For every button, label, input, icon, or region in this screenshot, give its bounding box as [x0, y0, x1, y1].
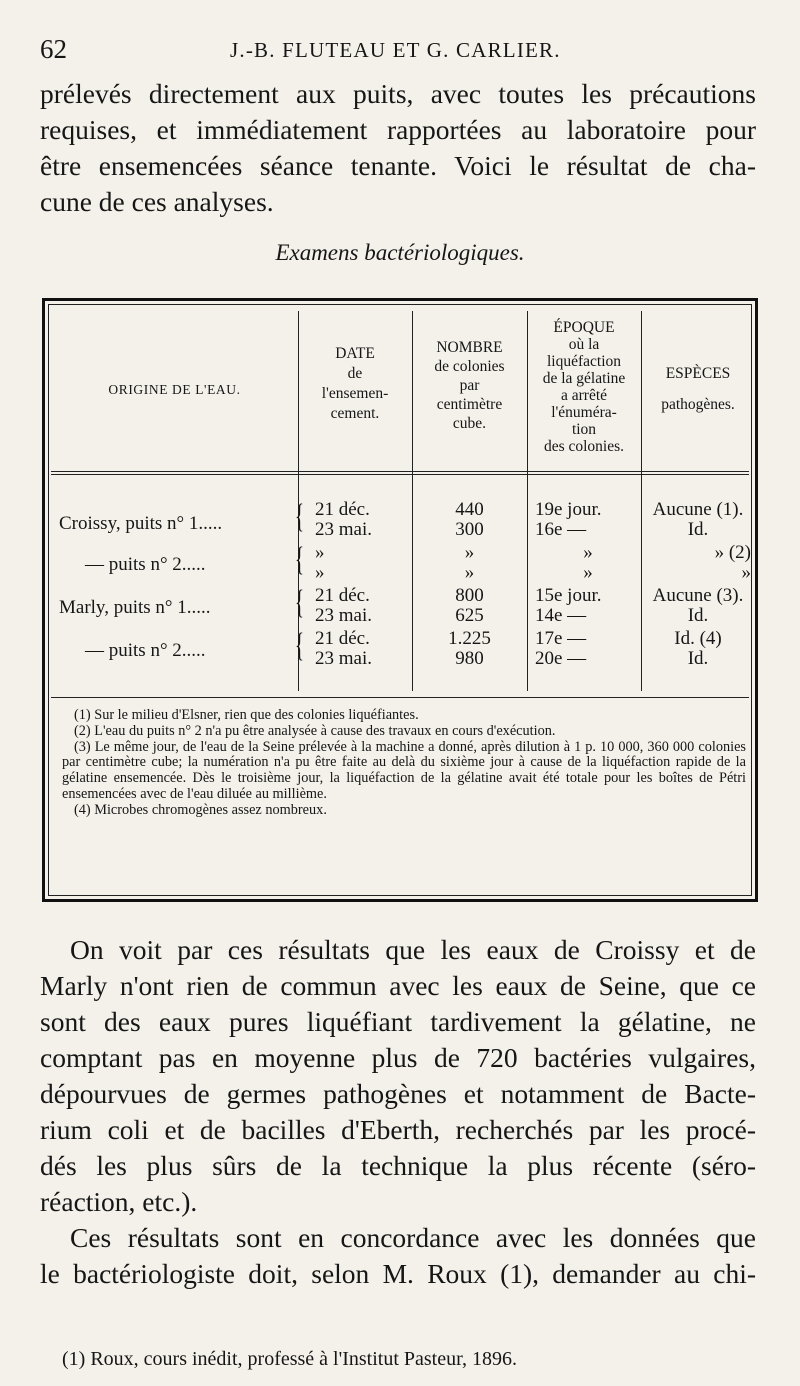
cell-epoque: 15e jour. [535, 585, 602, 606]
table-note: (3) Le même jour, de l'eau de la Seine prélevée à la machine a donné, après dilution à 1 p. 10 000, 360 000 colonies par centimètre cube; la numération n'a pu être faite au delà du sixième jour à cause de la liquéfaction rapide de la gélatine ensemencée. Dès le troisième jour, la liquéfaction de la gélatine avait été totale pour les boîtes de Pétri ensemencées avec de l'eau diluée au millième. [62, 738, 746, 802]
intro-paragraph [40, 76, 756, 220]
text-line: dépourvues de germes pathogènes et notamment de Bacte- [40, 1078, 756, 1109]
header-especes: ESPÈCES pathogènes. [661, 365, 735, 413]
cell-epoque: 17e — [535, 628, 587, 649]
cell-epoque: » [583, 542, 593, 563]
text-line: le bactériologiste doit, selon M. Roux (1), demander au chi- [40, 1258, 756, 1289]
body-paragraph [40, 932, 756, 1220]
text-line: sont des eaux pures liquéfiant tardivement la gélatine, ne [40, 1006, 756, 1037]
text-line: prélevés directement aux puits, avec toutes les précautions [40, 78, 756, 109]
cell-epoque: 19e jour. [535, 499, 602, 520]
table-note: (2) L'eau du puits n° 2 n'a pu être analysée à cause des travaux en cours d'exécution. [74, 722, 556, 739]
cell-date: 21 déc. [315, 499, 370, 520]
cell-nombre: 980 [455, 648, 484, 669]
cell-date: » [315, 542, 325, 563]
header-rule [51, 471, 749, 472]
page-header [40, 34, 760, 70]
cell-nombre: 440 [455, 499, 484, 520]
cell-especes: Id. (4) [674, 628, 722, 649]
cell-especes: Aucune (1). [652, 499, 744, 520]
cell-nombre: 800 [455, 585, 484, 606]
cell-date: 21 déc. [315, 628, 370, 649]
brace: { [295, 541, 304, 578]
header-origine: ORIGINE DE L'EAU. [108, 382, 241, 397]
text-line: cune de ces analyses. [40, 186, 274, 217]
cell-date: 23 mai. [315, 519, 372, 540]
header-rule [51, 474, 749, 475]
table-notes [62, 708, 746, 819]
text-line: être ensemencées séance tenante. Voici le résultat de cha- [40, 150, 756, 181]
page-number: 62 [40, 34, 67, 64]
text-line: dés les plus sûrs de la technique la plus récente (séro- [40, 1150, 756, 1181]
cell-nombre: 625 [455, 605, 484, 626]
header-nombre: NOMBRE de colonies par centimètre cube. [434, 339, 505, 432]
brace: { [295, 627, 304, 664]
cell-date: 23 mai. [315, 648, 372, 669]
cell-nombre: 300 [455, 519, 484, 540]
running-head: J.-B. FLUTEAU ET G. CARLIER. [230, 38, 561, 62]
body-paragraph-2 [40, 1220, 756, 1292]
brace: { [295, 498, 304, 535]
table-note: (1) Sur le milieu d'Elsner, rien que des colonies liquéfiantes. [74, 707, 419, 723]
text-line: réaction, etc.). [40, 1186, 198, 1217]
text-line: rium coli et de bacilles d'Eberth, recherchés par les procé- [40, 1114, 756, 1145]
cell-especes: Id. [687, 519, 709, 540]
cell-nombre: » [464, 542, 475, 563]
origin-marly-2: — puits n° 2..... [85, 640, 206, 661]
cell-especes: » (2) [714, 542, 751, 563]
text-line: Ces résultats sont en concordance avec les données que [70, 1222, 756, 1253]
header-date: DATE de l'ensemen- cement. [321, 345, 389, 422]
cell-nombre: 1.225 [448, 628, 491, 649]
origin-marly-1: Marly, puits n° 1..... [59, 597, 211, 618]
cell-especes: » [741, 562, 751, 583]
brace: { [295, 584, 304, 621]
notes-rule [51, 697, 749, 698]
text-line: On voit par ces résultats que les eaux de Croissy et de [70, 934, 756, 965]
cell-nombre: » [464, 562, 475, 583]
text-line: comptant pas en moyenne plus de 720 bactéries vulgaires, [40, 1042, 756, 1073]
cell-epoque: 20e — [535, 648, 587, 669]
cell-epoque: 14e — [535, 605, 587, 626]
table-note: (4) Microbes chromogènes assez nombreux. [74, 801, 327, 818]
cell-date: » [315, 562, 325, 583]
cell-date: 21 déc. [315, 585, 370, 606]
text-line: requises, et immédiatement rapportées au laboratoire pour [40, 114, 756, 145]
cell-especes: Aucune (3). [652, 585, 744, 606]
cell-date: 23 mai. [315, 605, 372, 626]
origin-croissy-2: — puits n° 2..... [85, 554, 206, 575]
cell-especes: Id. [687, 605, 709, 626]
table-caption: Examens bactériologiques. [275, 240, 525, 265]
header-epoque: ÉPOQUE où la liquéfaction de la gélatine a arrêté l'énuméra- tion des colonies. [542, 319, 626, 455]
cell-especes: Id. [687, 648, 709, 669]
page-footnote: (1) Roux, cours inédit, professé à l'Institut Pasteur, 1896. [62, 1348, 517, 1370]
origin-croissy-1: Croissy, puits n° 1..... [59, 513, 223, 534]
cell-epoque: 16e — [535, 519, 587, 540]
text-line: Marly n'ont rien de commun avec les eaux de Seine, que ce [40, 970, 756, 1001]
cell-epoque: » [583, 562, 593, 583]
